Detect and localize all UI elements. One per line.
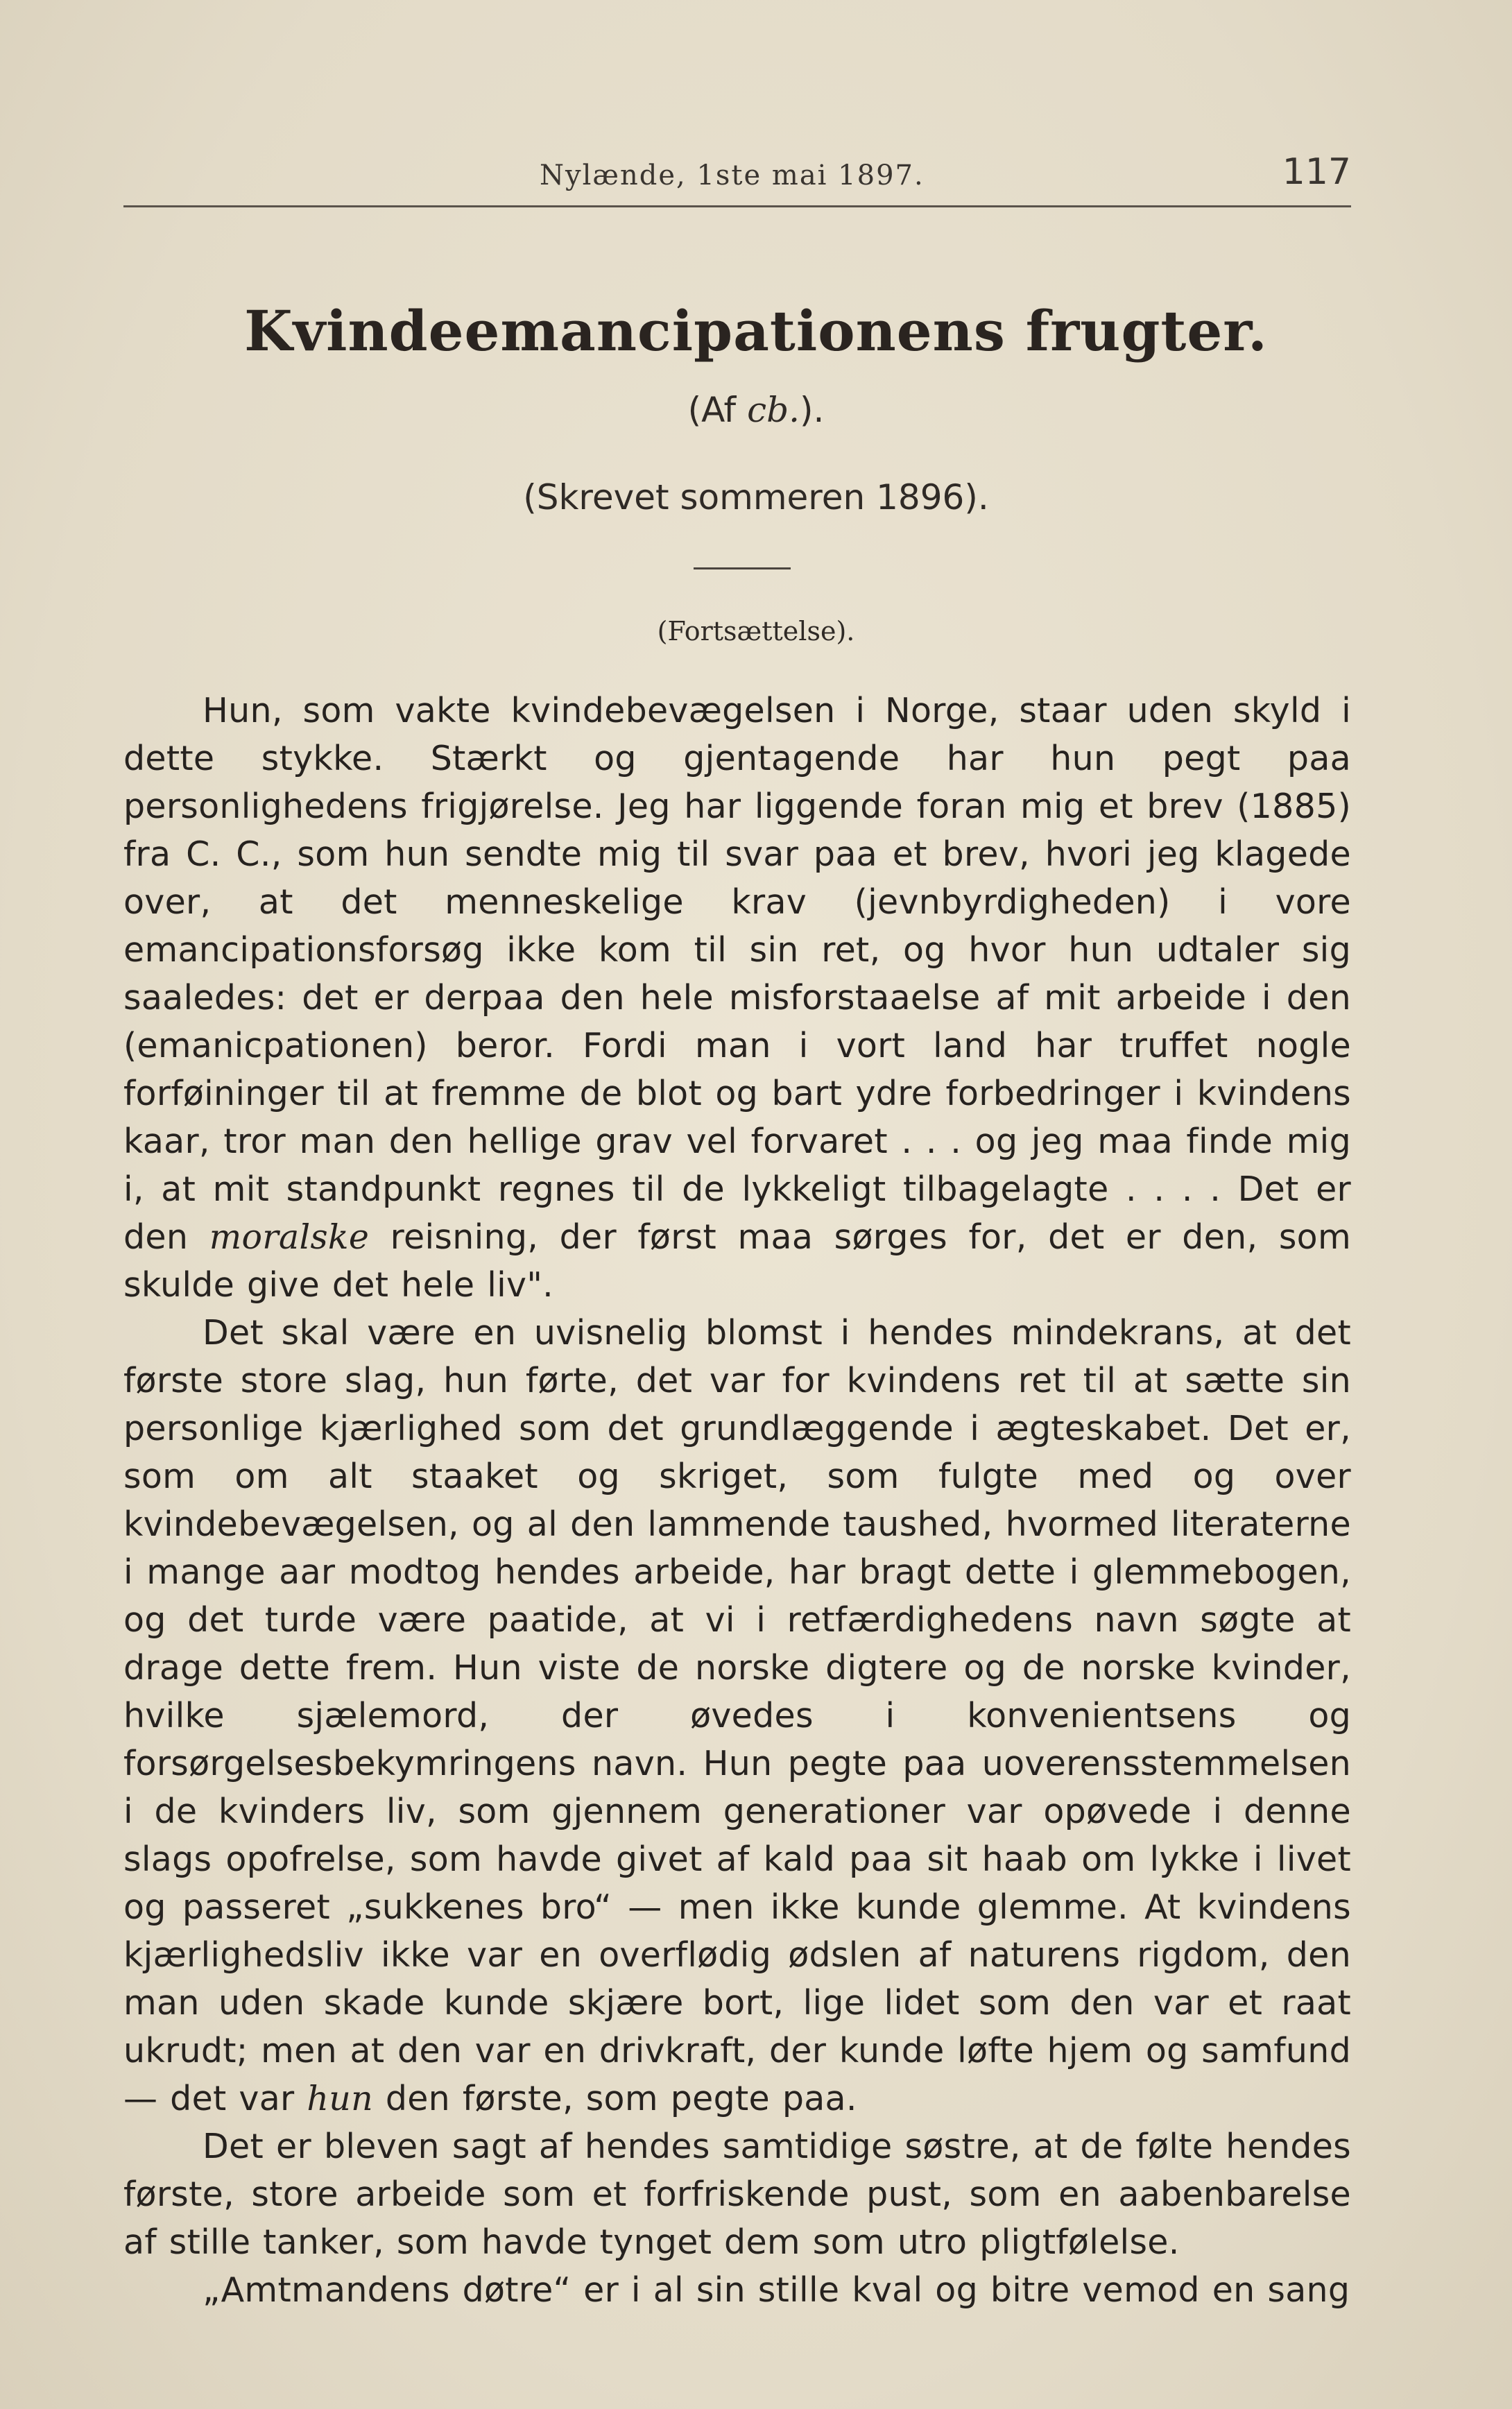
byline-prefix: (Af (687, 390, 748, 430)
running-header (123, 151, 1351, 200)
ornament-divider (694, 563, 791, 573)
article-body (123, 687, 1351, 2314)
paragraph-2-end: den første, som pegte paa. (372, 2079, 857, 2118)
byline-suffix: ). (799, 390, 825, 430)
paragraph-1-end: reisning, der først maa sørges for, det er den, som skulde give det hele liv". (123, 1217, 1351, 1305)
page-number: 117 (1282, 151, 1351, 193)
paragraph-2-emphasis: hun (307, 2079, 373, 2118)
byline (0, 390, 1512, 430)
paragraph-2 (123, 1309, 1351, 2123)
paragraph-4: „Amtmandens døtre“ er i al sin stille kval og bitre vemod en sang (203, 2270, 1350, 2310)
byline-author: cb. (747, 390, 800, 430)
article-subtitle: (Skrevet sommeren 1896). (523, 477, 989, 517)
header-rule (123, 205, 1351, 207)
paragraph-2-text: Det skal være en uvisnelig blomst i hendes mindekrans, at det første store slag, hun førte, det var for kvindens ret til at sætte sin personlige kjærlighed som det grundlæggende i ægteskabet. Det er, som om alt staaket og skriget, som fulgte med og over kvindebevægelsen, og al den lammende taushed, hvormed literaterne i mange aar modtog hendes arbeide, har bragt dette i glemmebogen, og det turde være paatide, at vi i retfærdighedens navn søgte at drage dette frem. Hun viste de norske digtere og de norske kvinder, hvilke sjælemord, der øvedes i konvenientsens og forsørgelsesbekymringens navn. Hun pegte paa uoverensstemmelsen i de kvinders liv, som gjennem generationer var opøvede i denne slags opofrelse, som havde givet af kald paa sit haab om lykke i livet og passeret „sukkenes bro“ — men ikke kunde glemme. At kvindens kjærlighedsliv ikke var en overflødig ødslen af naturens rigdom, den man uden skade kunde skjære bort, lige lidet som den var et raat ukrudt; men at den var en drivkraft, der kunde løfte hjem og samfund — det var (123, 1313, 1351, 2118)
continued-note: (Fortsættelse). (657, 616, 855, 646)
paragraph-3: Det er bleven sagt af hendes samtidige søstre, at de følte hendes første, store arbeide som et forfriskende pust, som en aabenbarelse af stille tanker, som havde tynget dem som utro pligtfølelse. (123, 2127, 1351, 2262)
paragraph-1-text: Hun, som vakte kvindebevægelsen i Norge, staar uden skyld i dette stykke. Stærkt og gjentagende har hun pegt paa personlighedens frigjørelse. Jeg har liggende foran mig et brev (1885) fra C. C., som hun sendte mig til svar paa et brev, hvori jeg klagede over, at det menneskelige krav (jevnbyrdigheden) i vore emancipationsforsøg ikke kom til sin ret, og hvor hun udtaler sig saaledes: det er derpaa den hele misforstaaelse af mit arbeide i den (emanicpationen) beror. Fordi man i vort land har truffet nogle forføininger til at fremme de blot og bart ydre forbedringer i kvindens kaar, tror man den hellige grav vel forvaret . . . og jeg maa finde mig i, at mit standpunkt regnes til de lykkeligt tilbagelagte . . . . Det er den (123, 691, 1351, 1257)
running-head: Nylænde, 1ste mai 1897. (540, 160, 925, 191)
article-title: Kvindeemancipationens frugter. (244, 298, 1268, 363)
paragraph-1-emphasis: moralske (209, 1217, 370, 1257)
paragraph-1 (123, 687, 1351, 1309)
